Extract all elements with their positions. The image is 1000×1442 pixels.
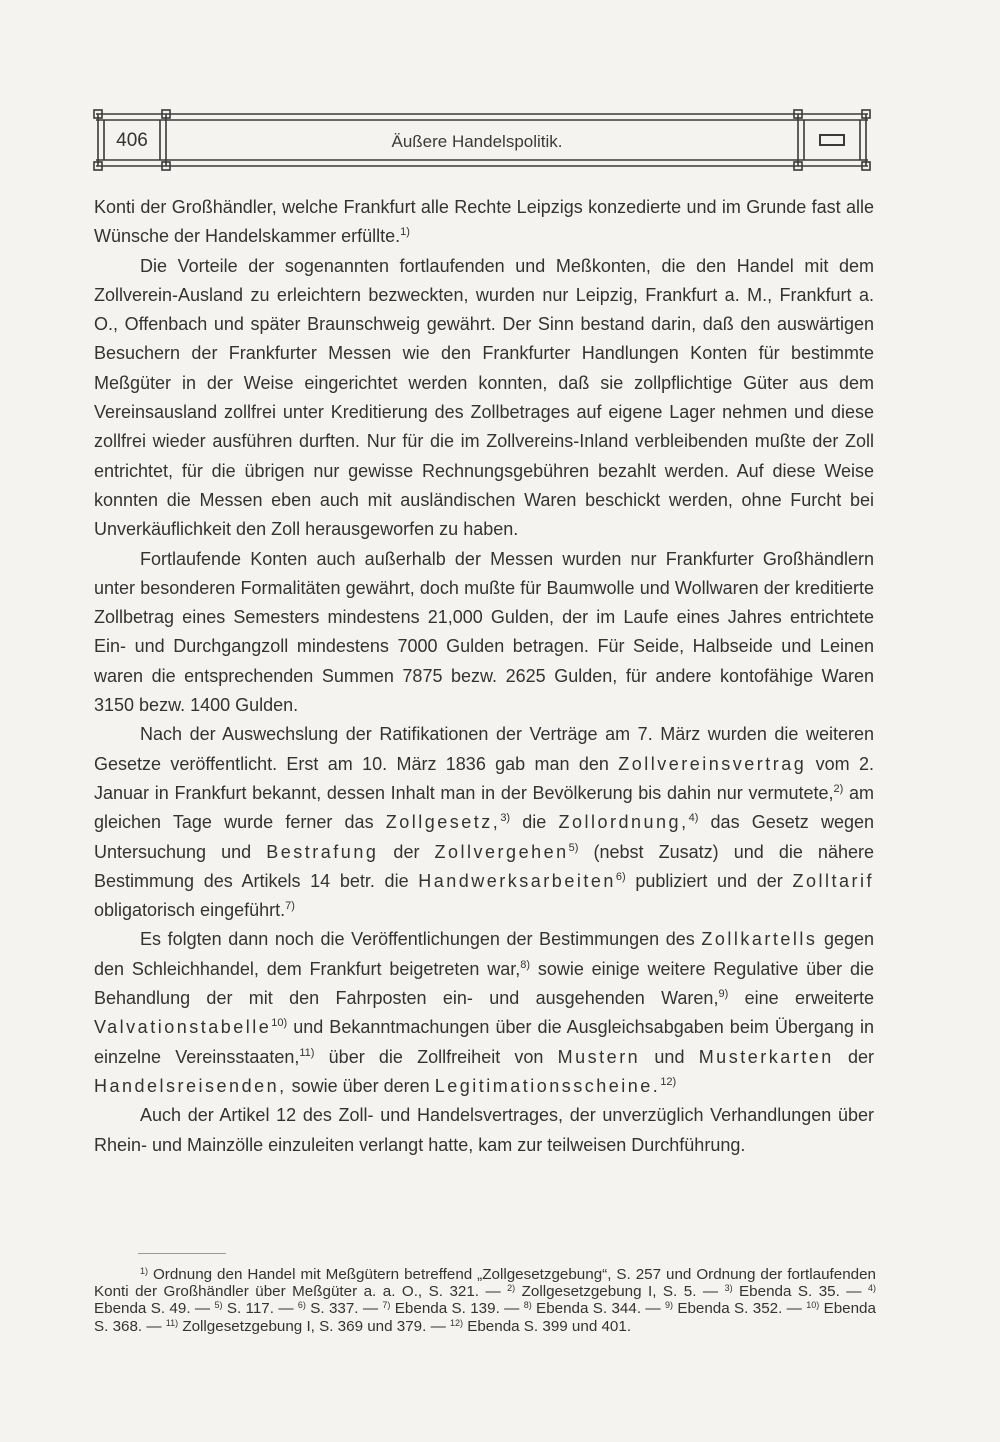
footnote-ref: 7) — [285, 900, 295, 913]
paragraph — [94, 252, 874, 545]
footnote-ref: 7) — [382, 1300, 391, 1311]
text-run: Die Vorteile der sogenannten fortlaufenden und Meßkonten, die den Handel mit dem Zollverein-Ausland zu erleichtern bezweckten, wurden nur Leipzig, Frankfurt a. M., Frankfurt a. O., Offenbach und später Braunschweig gewährt. Der Sinn bestand darin, daß den auswärtigen Besuchern der Frankfurter Messen wie den Frankfurter Handlungen Konten für bestimmte Meßgüter in der Weise eingerichtet werden konnten, daß sie zollpflichtige Güter aus dem Vereinsausland zollfrei unter Kreditierung des Zollbetrages auf eigene Lager nehmen und diese zollfrei wieder ausführen durften. Nur für die im Zollvereins-Inland verbleibenden mußte der Zoll entrichtet, für die übrigen nur gewisse Rechnungsgebühren bezahlt werden. Auf diese Weise konnten die Messen eben auch mit ausländischen Waren beschickt werden, ohne Furcht bei Unverkäuflichkeit den Zoll herausgeworfen zu haben. — [94, 255, 874, 540]
spaced-term: Zollvergehen — [434, 841, 569, 862]
text-run: und Bekanntmachungen über die Ausgleichsabgaben beim Übergang in einzelne Vereinsstaaten, — [94, 1017, 874, 1067]
spaced-term: Handwerksarbeiten — [418, 870, 616, 891]
footnote-ref: 9) — [664, 1300, 673, 1311]
paragraph — [94, 545, 874, 721]
footnote-separator — [138, 1253, 226, 1254]
footnote-ref: 8) — [520, 958, 531, 971]
text-run: und — [640, 1046, 699, 1067]
text-run: Konti der Großhändler, welche Frankfurt alle Rechte Leipzigs konzedierte und im Grunde fast alle Wünsche der Handelskammer erfüllte. — [94, 197, 874, 247]
spaced-term: Mustern — [557, 1046, 641, 1067]
text-run: Es folgten dann noch die Veröffentlichungen der Bestimmungen des — [140, 929, 702, 950]
text-run: publiziert und der — [625, 870, 793, 891]
spaced-term: Valvationstabelle — [94, 1017, 272, 1038]
footnote-ref: 6) — [615, 870, 626, 883]
spaced-term: Zolltarif — [792, 870, 874, 891]
text-run: über die Zollfreiheit von — [314, 1046, 558, 1067]
footnote-ref: 3) — [724, 1283, 733, 1294]
running-title: Äußere Handelspolitik. — [391, 132, 563, 151]
text-run: Ebenda S. 368. — — [94, 1300, 876, 1335]
footnote-paragraph — [94, 1266, 876, 1335]
text-run: S. 337. — — [305, 1300, 383, 1318]
text-run: sowie einige weitere Regulative über die Behandlung der mit den Fahrposten ein- und ausgehenden Waren, — [94, 958, 874, 1009]
footnote-ref: 3) — [500, 812, 511, 825]
text-run: obligatorisch eingeführt. — [94, 900, 286, 921]
footnote-ref: 8) — [523, 1300, 532, 1311]
text-run: gegen den Schleichhandel, dem Frankfurt beigetreten war, — [94, 929, 874, 979]
text-run: Ebenda S. 49. — — [94, 1300, 215, 1318]
footnote-ref: 12) — [660, 1075, 677, 1088]
footnotes — [94, 1266, 876, 1335]
footnote-ref: 6) — [297, 1300, 306, 1311]
text-run: Ebenda S. 344. — — [531, 1300, 665, 1318]
spaced-term: Handelsreisenden, — [94, 1075, 287, 1096]
text-run: sowie über deren — [286, 1075, 435, 1096]
main-text — [94, 193, 874, 1160]
footnote-ref: 9) — [718, 988, 729, 1001]
footnote-ref: 11) — [165, 1317, 179, 1328]
spaced-term: Zollgesetz, — [385, 812, 501, 833]
page-header — [92, 108, 872, 172]
footnote-ref: 10) — [806, 1300, 820, 1311]
spaced-term: Zollordnung, — [558, 812, 689, 833]
paragraph — [94, 720, 874, 925]
text-run: das Gesetz wegen Untersuchung und — [94, 812, 875, 862]
spaced-term: Musterkarten — [698, 1046, 834, 1067]
spaced-term: Zollkartells — [701, 929, 818, 950]
text-run: Ebenda S. 399 und 401. — [463, 1317, 632, 1335]
footnote-ref: 4) — [867, 1283, 876, 1294]
text-run: Auch der Artikel 12 des Zoll- und Handelsvertrages, der unverzüglich Verhandlungen über Rhein- und Mainzölle einzuleiten verlangt hatte, kam zur teilweisen Durchführung. — [94, 1105, 874, 1155]
text-run: Ebenda S. 35. — — [732, 1283, 868, 1301]
text-run: vom 2. Januar in Frankfurt bekannt, dessen Inhalt man in der Bevölkerung bis dahin nur vermutete, — [94, 753, 874, 803]
footnote-ref: 2) — [507, 1283, 516, 1294]
footnote-ref: 1) — [400, 226, 410, 239]
footnote-ref: 4) — [688, 812, 699, 825]
footnote-ref: 10) — [271, 1017, 288, 1030]
text-run: die — [510, 812, 559, 833]
text-run: am gleichen Tage wurde ferner das — [94, 782, 874, 833]
text-run: Nach der Auswechslung der Ratifikationen der Verträge am 7. März wurden die weiteren Gesetze veröffentlicht. Erst am 10. März 1836 gab man den — [94, 724, 874, 774]
text-run: Zollgesetzgebung I, S. 369 und 379. — — [178, 1317, 450, 1335]
text-run: der — [378, 841, 435, 862]
spaced-term: Bestrafung — [266, 841, 379, 862]
footnote-ref: 1) — [140, 1266, 149, 1276]
paragraph — [94, 1101, 874, 1160]
footnote-ref: 2) — [833, 782, 844, 795]
text-run: der — [833, 1046, 874, 1067]
paragraph — [94, 193, 874, 252]
text-run: Ebenda S. 352. — — [672, 1300, 807, 1318]
text-run: (nebst Zusatz) und die nähere Bestimmung des Artikels 14 betr. die — [94, 841, 874, 891]
page-number: 406 — [116, 130, 148, 151]
text-run: Zollgesetzgebung I, S. 5. — — [515, 1283, 725, 1301]
footnote-ref: 5) — [214, 1300, 223, 1311]
paragraph — [94, 925, 874, 1101]
text-run: eine erweiterte — [728, 988, 874, 1009]
footnote-ref: 5) — [568, 841, 579, 854]
spaced-term: Legitimationsscheine. — [434, 1075, 661, 1096]
footnote-ref: 12) — [449, 1317, 463, 1328]
text-run: Fortlaufende Konten auch außerhalb der Messen wurden nur Frankfurter Großhändlern unter besonderen Formalitäten gewährt, doch mußte für Baumwolle und Wollwaren der kreditierte Zollbetrag eines Semesters mindestens 21,000 Gulden, der im Laufe eines Jahres entrichtete Ein- und Durchgangzoll mindestens 7000 Gulden betragen. Für Seide, Halbseide und Leinen waren die entsprechenden Summen 7875 bezw. 2625 Gulden, für andere kontofähige Waren 3150 bezw. 1400 Gulden. — [94, 548, 874, 716]
spaced-term: Zollvereinsvertrag — [618, 753, 807, 774]
text-run: Ebenda S. 139. — — [390, 1300, 524, 1318]
footnote-ref: 11) — [299, 1046, 315, 1059]
text-run: Ordnung den Handel mit Meßgütern betreffend „Zollgesetzgebung“, S. 257 und Ordnung der fortlaufenden Konti der Großhändler über Meßgüter a. a. O., S. 321. — — [94, 1266, 876, 1301]
text-run: S. 117. — — [222, 1300, 298, 1318]
